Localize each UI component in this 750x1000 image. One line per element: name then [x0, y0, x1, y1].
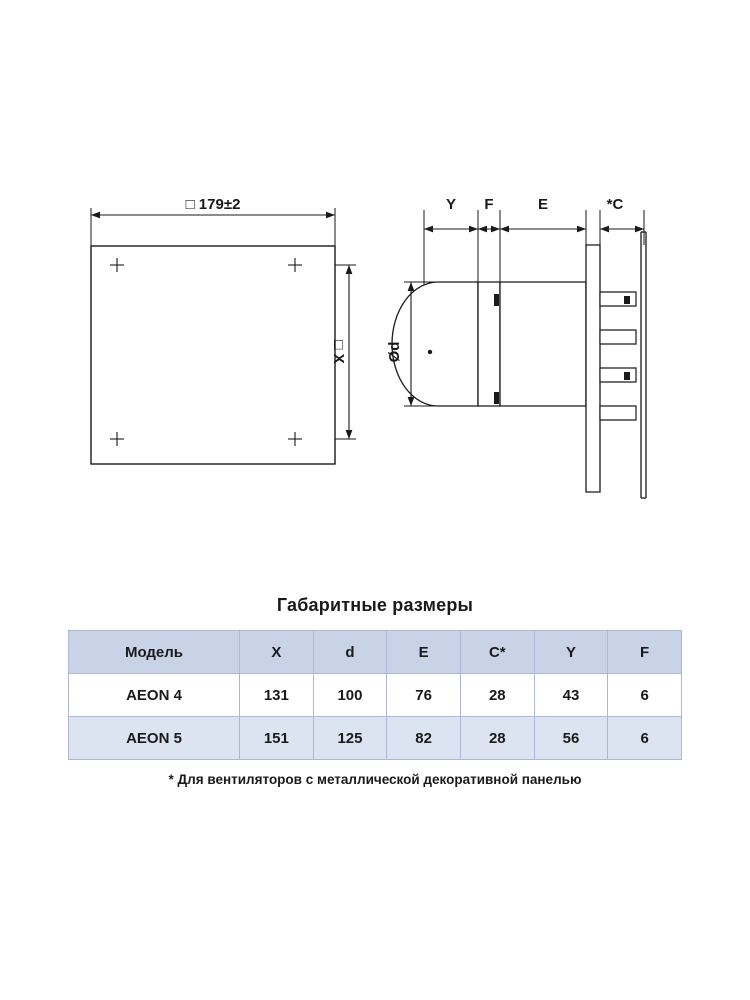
label-e: E: [537, 196, 549, 213]
front-width-label: □ 179±2: [185, 196, 241, 213]
decorative-panel: [586, 232, 646, 498]
side-top-dimensions: [424, 210, 644, 290]
cell-x: 131: [240, 674, 314, 717]
label-diameter: Ød: [386, 341, 403, 363]
header-e: E: [387, 631, 461, 674]
cell-e: 76: [387, 674, 461, 717]
header-x: X: [240, 631, 314, 674]
side-view: [392, 210, 646, 498]
table-row: [69, 717, 682, 760]
table-title: Габаритные размеры: [276, 595, 474, 615]
table-header-row: [69, 631, 682, 674]
dimensions-table: [68, 630, 682, 760]
cell-model: AEON 5: [69, 717, 240, 760]
cell-c: 28: [460, 674, 534, 717]
cell-x: 151: [240, 717, 314, 760]
dimensions-block: [68, 595, 682, 787]
label-y: Y: [445, 196, 457, 213]
table-footnote: * Для вентиляторов с металлической декоративной панелью: [168, 772, 582, 787]
table-row: [69, 674, 682, 717]
header-c: C*: [460, 631, 534, 674]
side-body-outline: [392, 282, 586, 406]
front-panel-outline: [91, 246, 335, 464]
cell-f: 6: [608, 674, 682, 717]
front-width-dimension: [91, 208, 335, 246]
front-view: [91, 208, 356, 464]
cell-d: 100: [313, 674, 387, 717]
header-model: Модель: [69, 631, 240, 674]
cell-d: 125: [313, 717, 387, 760]
header-f: F: [608, 631, 682, 674]
front-height-label: □ X: [330, 340, 347, 364]
cell-y: 43: [534, 674, 608, 717]
header-y: Y: [534, 631, 608, 674]
label-f: F: [484, 196, 494, 213]
label-c: *C: [606, 196, 624, 213]
cell-c: 28: [460, 717, 534, 760]
header-d: d: [313, 631, 387, 674]
axis-center-dot: [428, 350, 432, 354]
cell-y: 56: [534, 717, 608, 760]
cell-f: 6: [608, 717, 682, 760]
cell-e: 82: [387, 717, 461, 760]
cell-model: AEON 4: [69, 674, 240, 717]
